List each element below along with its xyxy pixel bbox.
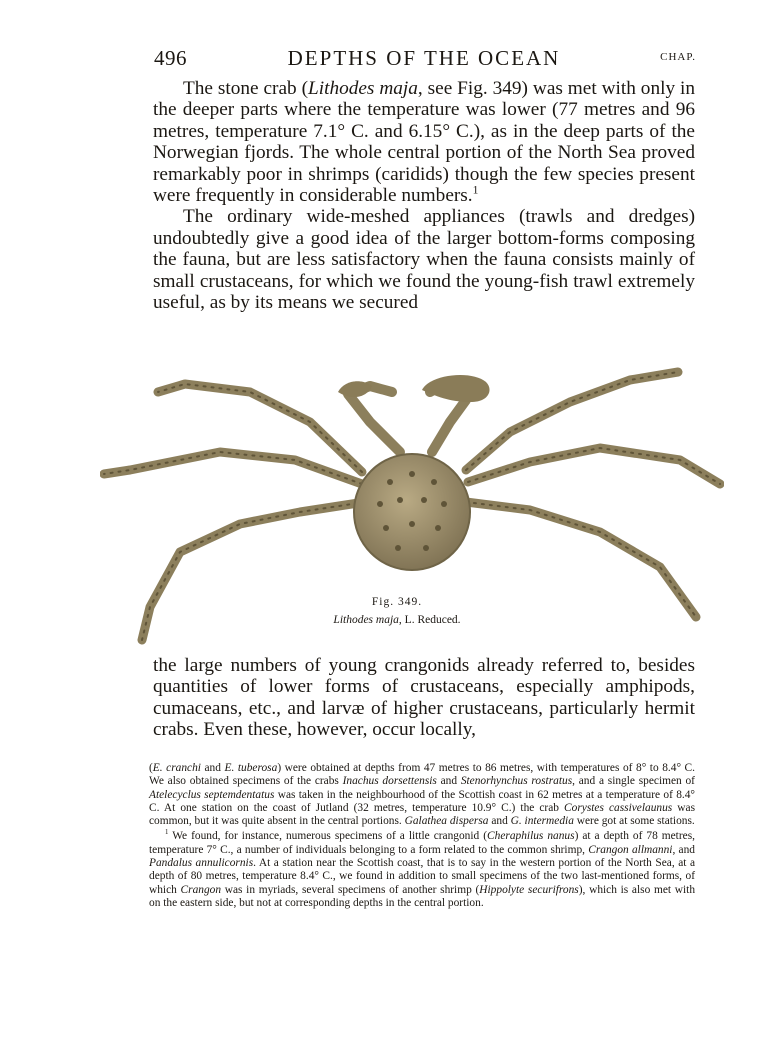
paragraph-crangonids: the large numbers of young crangonids already referred to, besides quantities of lower forms of crustaceans, especially amphipods, cumaceans, etc., and larvæ of higher crustaceans, particularly hermit crabs. Even these, however, occur locally, bbox=[153, 655, 695, 741]
figure-species: Lithodes maja bbox=[333, 614, 399, 626]
footnote-1: $^1$ We found, for instance, numerous specimens of a little crangonid (Cheraphilus nanus) at a depth of 78 metres, temperature 7° C., a number of individuals belonging to a form related to the common shrimp, Crangon allmanni, and Pandalus annulicornis. At a station near the Scottish coast, that is to say in the western portion of the North Sea, at a depth of 80 metres, temperature 8.4° C., we found in addition to small specimens of the two last-mentioned forms, of which Crangon was in myriads, several specimens of another shrimp (Hippolyte securifrons), which is also met with on the eastern side, but not at corresponding depths in the central portion. bbox=[149, 829, 696, 909]
paragraph-appliances: The ordinary wide-meshed appliances (trawls and dredges) undoubtedly give a good idea of the larger bottom-forms composing the fauna, but are less satisfactory when the fauna consists mainly of small crustaceans, for which we found the young-fish trawl extremely useful, as by its means we secured bbox=[153, 206, 695, 314]
chapter-marker: CHAP. bbox=[660, 51, 696, 63]
figure-caption-rest: , L. Reduced. bbox=[398, 614, 461, 626]
figure-number: Fig. 349. bbox=[371, 596, 423, 608]
body-text-upper bbox=[153, 78, 695, 313]
running-header bbox=[152, 46, 696, 76]
body-text-lower bbox=[153, 655, 695, 741]
footnote-reference: 1 bbox=[472, 183, 479, 197]
page-number: 496 bbox=[154, 46, 187, 70]
paragraph-stone-crab: The stone crab (Lithodes maja, see Fig. 349) was met with only in the deeper parts where the temperature was lower (77 metres and 96 metres, temperature 7.1° C. and 6.15° C.), as in the deep parts of the Norwegian fjords. The whole central portion of the North Sea proved remarkably poor in shrimps (caridids) though the few species present were frequently in considerable numbers.$^1$ bbox=[153, 78, 695, 207]
running-title: DEPTHS OF THE OCEAN bbox=[287, 46, 561, 70]
footnote-mark: 1 bbox=[165, 829, 169, 837]
footnote-continued: (E. cranchi and E. tuberosa) were obtained at depths from 47 metres to 86 metres, with temperatures of 8° to 8.4° C. We also obtained specimens of the crabs Inachus dorsettensis and Stenorhynchus rostratus, and a single specimen of Atelecyclus septemdentatus was taken in the neighbourhood of the Scottish coast in 62 metres at a temperature of 8.4° C. At one station on the coast of Jutland (32 metres, temperature 10.9° C.) the crab Corystes cassivelaunus was common, but it was quite absent in the central portions. Galathea dispersa and G. intermedia were got at some stations. bbox=[149, 762, 696, 828]
footnotes bbox=[149, 762, 695, 910]
figure-caption bbox=[0, 614, 776, 626]
